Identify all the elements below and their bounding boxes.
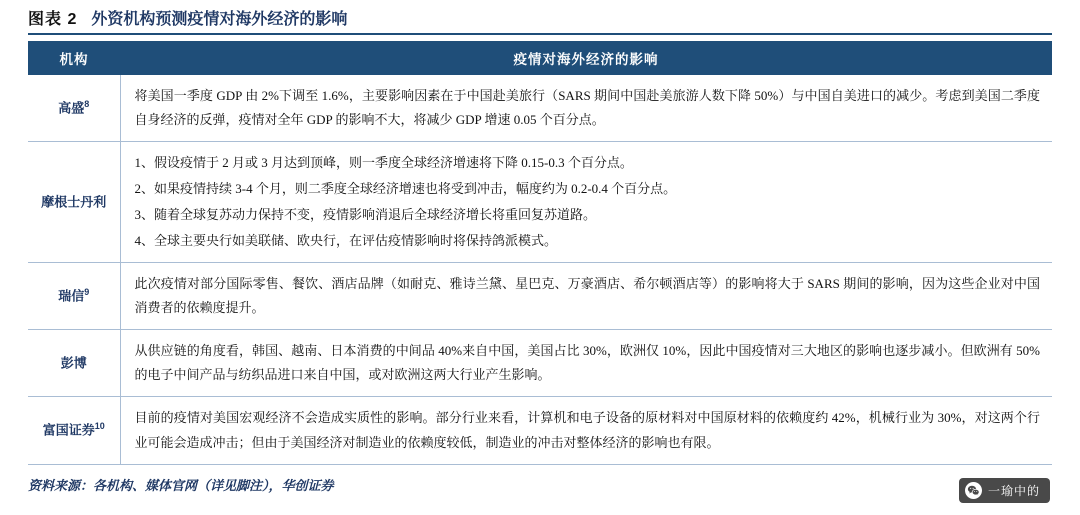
org-footnote: 10 (94, 421, 105, 432)
title-divider (28, 33, 1052, 35)
org-cell (28, 263, 120, 330)
content-paragraph: 从供应链的角度看，韩国、越南、日本消费的中间品 40%来自中国，美国占比 30%，欧洲仅 10%，因此中国疫情对三大地区的影响也逐步减小。但欧洲有 50%的电子中间产品与纺织品进口来自中国，或对欧洲这两大行业产生影响。 (134, 343, 1040, 383)
figure-title (28, 0, 1052, 33)
content-paragraph: 1、假设疫情于 2 月或 3 月达到顶峰，则一季度全球经济增速将下降 0.15-0.3 个百分点。 (134, 155, 633, 171)
source-note: 资料来源：各机构、媒体官网（详见脚注），华创证券 (28, 477, 334, 493)
column-header-content: 疫情对海外经济的影响 (120, 41, 1052, 75)
wechat-account-icon (965, 482, 982, 499)
org-cell (28, 142, 120, 263)
figure-title-text: 外资机构预测疫情对海外经济的影响 (91, 11, 348, 28)
content-cell (120, 330, 1052, 397)
content-paragraph: 4、全球主要央行如美联储、欧央行，在评估疫情影响时将保持鸽派模式。 (134, 233, 558, 249)
org-name: 彭博 (60, 355, 87, 371)
org-name: 高盛 (58, 100, 85, 116)
content-paragraph: 3、随着全球复苏动力保持不变，疫情影响消退后全球经济增长将重回复苏道路。 (134, 207, 597, 223)
content-cell (120, 75, 1052, 142)
org-cell (28, 397, 120, 464)
figure-number: 图表 2 (28, 11, 78, 28)
table-body (28, 75, 1052, 464)
table-row (28, 330, 1052, 397)
watermark-text: 一瑜中的 (987, 484, 1040, 498)
org-cell (28, 330, 120, 397)
content-paragraph: 将美国一季度 GDP 由 2%下调至 1.6%，主要影响因素在于中国赴美旅行（SARS 期间中国赴美旅游人数下降 50%）与中国自美进口的减少。考虑到美国二季度自身经济的反弹，疫情对全年 GDP 的影响不大，将减少 GDP 增速 0.05 个百分点。 (134, 88, 1040, 128)
content-cell (120, 142, 1052, 263)
forecast-table (28, 41, 1052, 465)
table-row (28, 263, 1052, 330)
content-cell (120, 397, 1052, 464)
watermark-badge (959, 478, 1050, 503)
content-paragraph: 目前的疫情对美国宏观经济不会造成实质性的影响。部分行业来看，计算机和电子设备的原材料对中国原材料的依赖度约 42%，机械行业为 30%，对这两个行业可能会造成冲击；但由于美国经济对制造业的依赖度较低，制造业的冲击对整体经济的影响也有限。 (134, 410, 1040, 450)
table-row (28, 142, 1052, 263)
org-name: 摩根士丹利 (41, 194, 107, 210)
org-name: 瑞信 (58, 288, 85, 304)
content-cell (120, 263, 1052, 330)
content-paragraph: 2、如果疫情持续 3-4 个月，则二季度全球经济增速也将受到冲击，幅度约为 0.2-0.4 个百分点。 (134, 181, 677, 197)
column-header-org: 机构 (28, 41, 120, 75)
table-header-row (28, 41, 1052, 75)
content-paragraph: 此次疫情对部分国际零售、餐饮、酒店品牌（如耐克、雅诗兰黛、星巴克、万豪酒店、希尔顿酒店等）的影响将大于 SARS 期间的影响，因为这些企业对中国消费者的依赖度提升。 (134, 276, 1040, 316)
org-name: 富国证券 (42, 422, 95, 438)
org-cell (28, 75, 120, 142)
table-row (28, 397, 1052, 464)
org-footnote: 8 (84, 98, 90, 109)
table-header (28, 41, 1052, 75)
org-footnote: 9 (84, 287, 90, 298)
table-row (28, 75, 1052, 142)
